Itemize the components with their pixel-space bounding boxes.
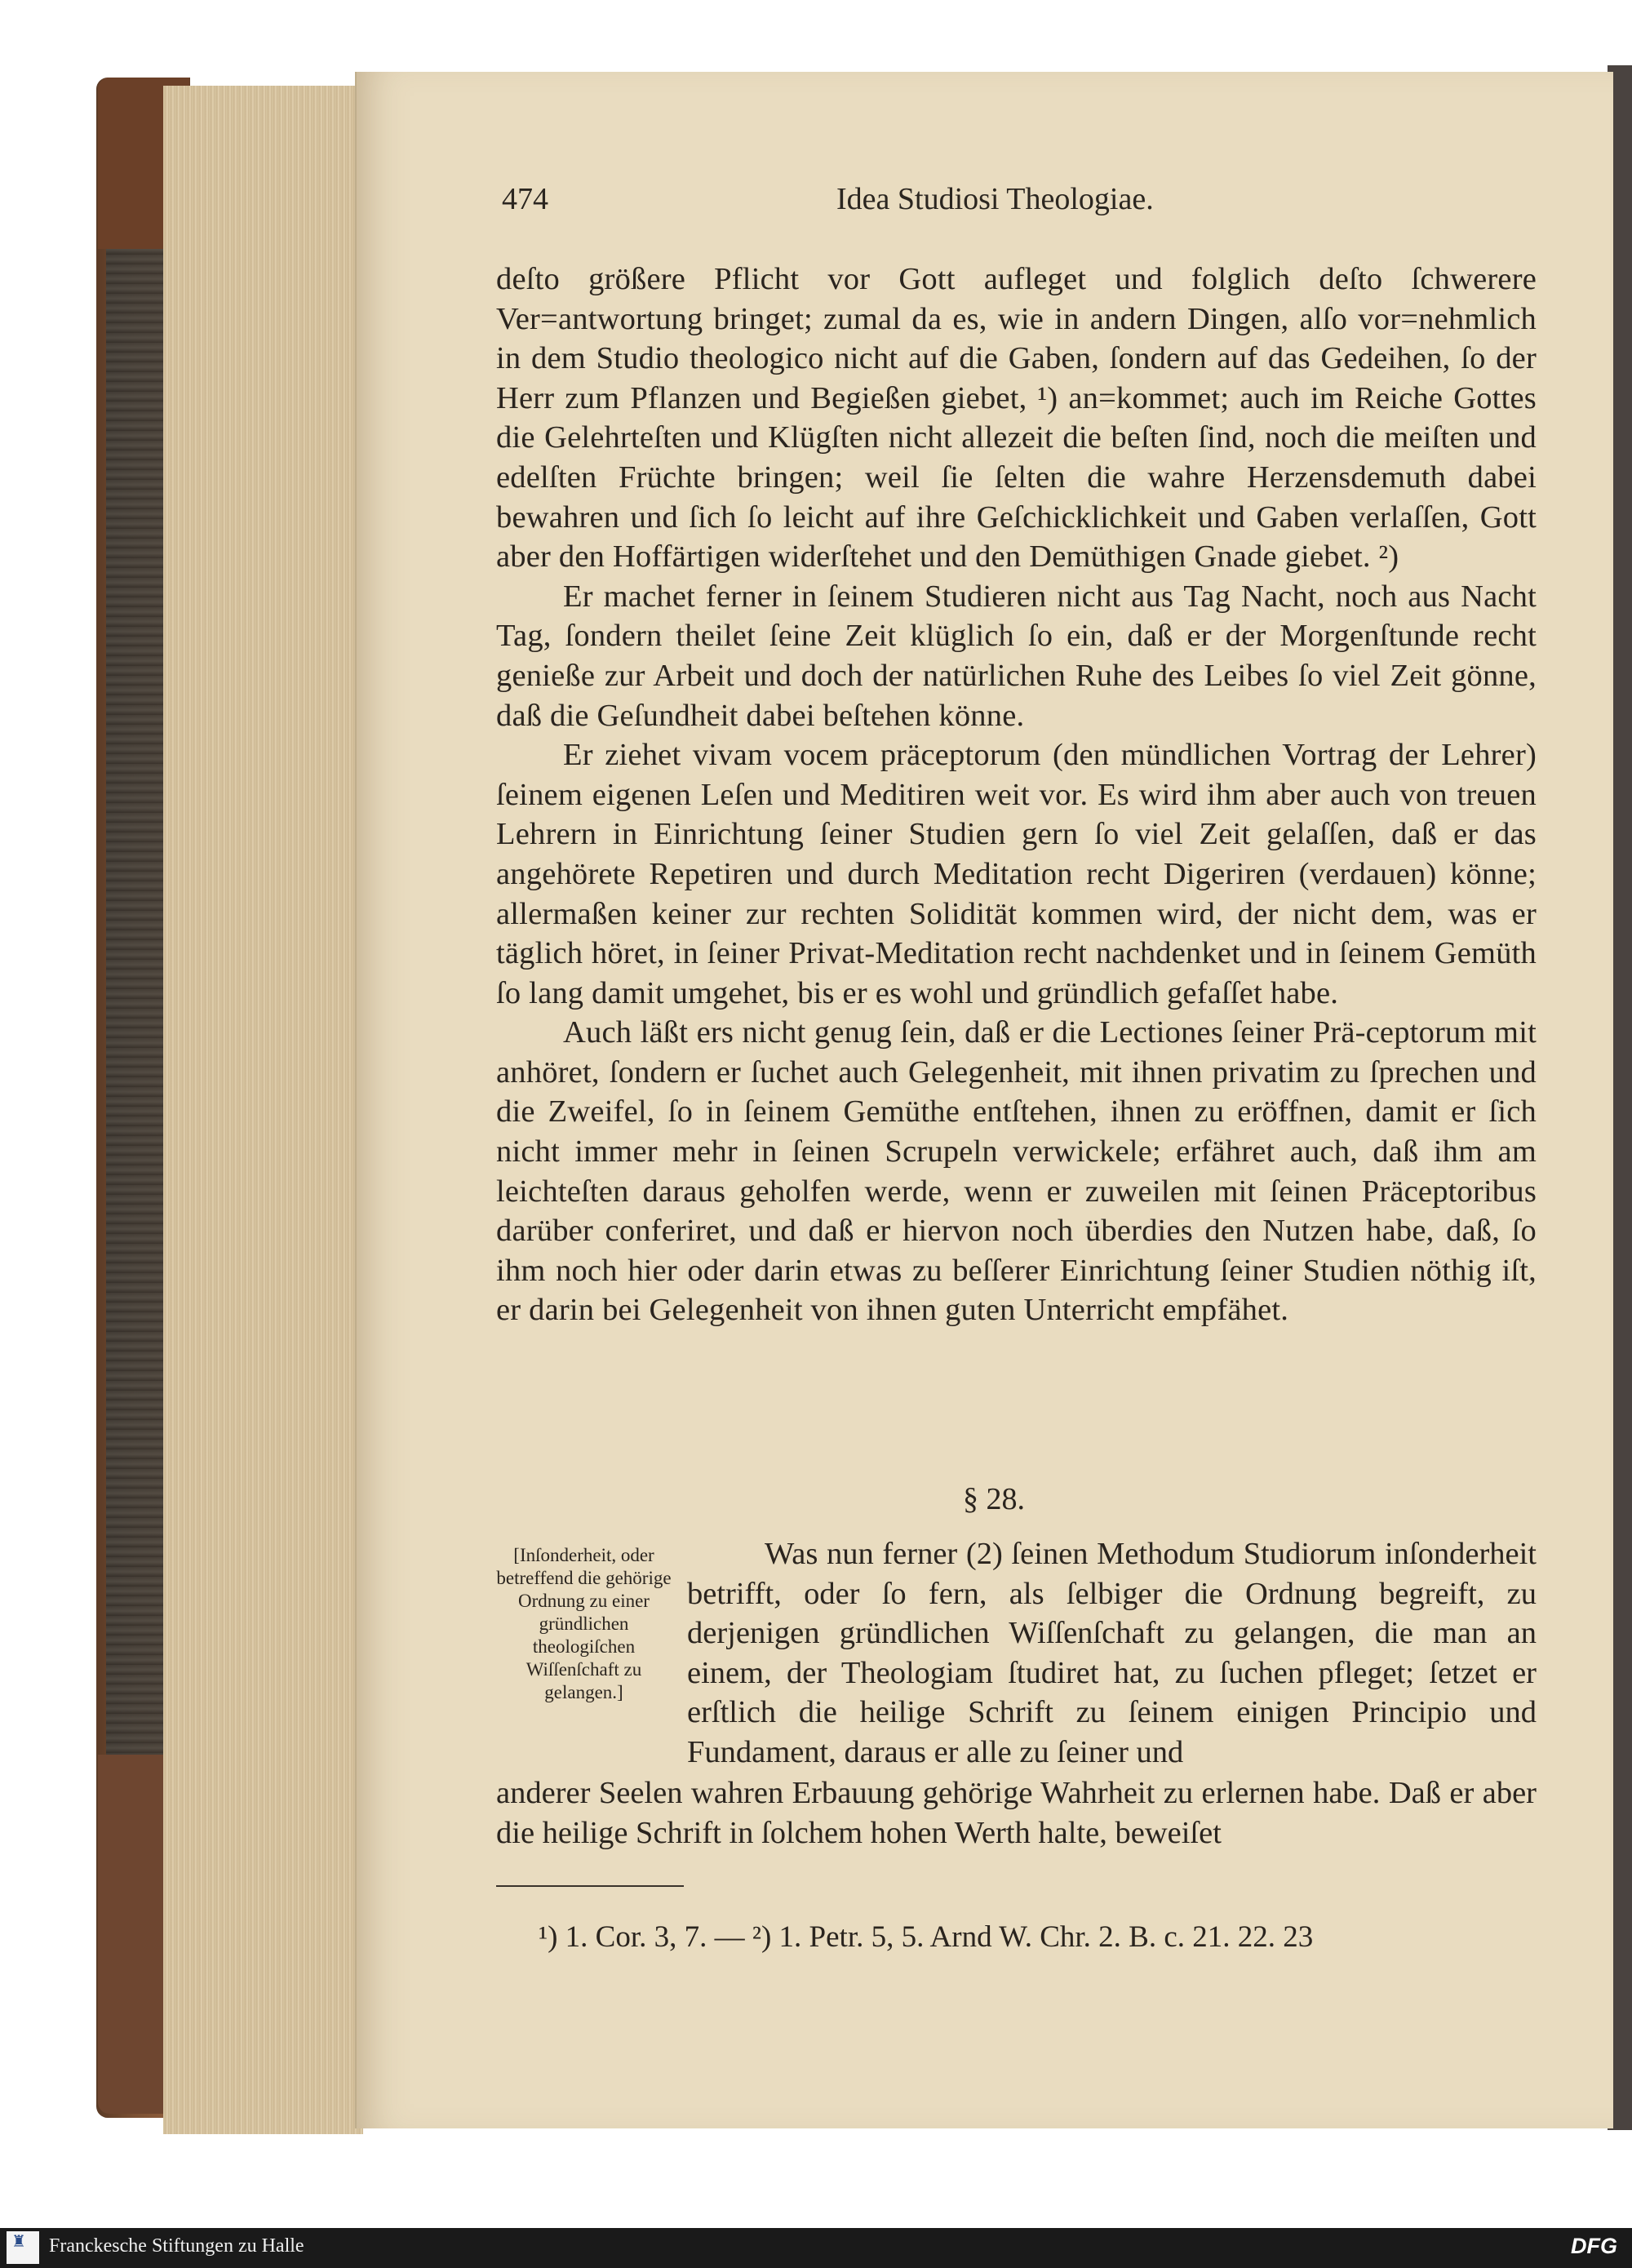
section-paragraph: [687, 1534, 1537, 1773]
running-title: Idea Studiosi Theologiae.: [836, 182, 1154, 216]
page-header: [502, 181, 1538, 230]
section-paragraph-cont: anderer Seelen wahren Erbauung gehörige Wahrheit zu erlernen habe. Daß er aber die heilige Schrift in ſolchem hohen Werth halte, beweiſet: [496, 1776, 1537, 1850]
page-edges: [163, 86, 363, 2134]
section-paragraph-start: Was nun ferner (2) ſeinen Methodum Studiorum inſonderheit betrifft, oder ſo fern, als ſelbiger die Ordnung begreift, zu derjenigen gründlichen Wiſſenſchaft zu gelangen, die man an einem, der Theologiam ſtudiret hat, zu ſuchen pfleget; ſetzet er erſtlich die heilige Schrift zu ſeinem einigen Principio und Fundament, daraus er alle zu ſeiner und: [687, 1537, 1537, 1769]
book-cover-marbling: [106, 245, 163, 1763]
margin-note: [Inſonderheit, oder betreffend die gehörige Ordnung zu einer gründlichen theologiſchen Wiſſenſchaft zu gelangen.]: [496, 1545, 672, 1702]
institution-name: Franckesche Stiftungen zu Halle: [49, 2235, 304, 2257]
paragraph: deſto größere Pflicht vor Gott aufleget und folglich deſto ſchwerere Ver=antwortung bringet; zumal da es, wie in andern Dingen, alſo vor=nehmlich in dem Studio theologico nicht auf die Gaben, ſondern auf das Gedeihen, ſo der Herr zum Pflanzen und Begießen giebet, ¹) an=kommet; auch im Reiche Gottes die Gelehrteſten und Klügſten nicht allezeit die beſten ſind, noch die meiſten und edelſten Früchte bringen; weil ſie ſelten die wahre Herzensdemuth dabei bewahren und ſich ſo leicht auf ihre Geſchicklichkeit und Gaben verlaſſen, Gott aber den Hoffärtigen widerſtehet und den Demüthigen Gnade giebet. ²): [496, 262, 1537, 575]
main-text: [496, 260, 1537, 1330]
footer-bar: [0, 2228, 1632, 2268]
paragraph: Auch läßt ers nicht genug ſein, daß er die Lectiones ſeiner Prä-ceptorum mit anhöret, ſondern er ſuchet auch Gelegenheit, mit ihnen privatim zu ſprechen und die Zweifel, ſo in ſeinem Gemüthe entſtehen, ihnen zu eröffnen, damit er ſich nicht immer mehr in ſeinen Scrupeln verwickele; erfähret auch, daß ihm am leichteſten daraus geholfen werde, wenn er zuweilen mit ſeinen Präceptoribus darüber conferiret, und daß er hiervon noch überdies den Nutzen habe, daß, ſo ihm noch hier oder darin etwas zu beſſerer Einrichtung ſeiner Studien nöthig iſt, er darin bei Gelegenheit von ihnen guten Unterricht empfähet.: [496, 1015, 1537, 1328]
footnotes: ¹) 1. Cor. 3, 7. — ²) 1. Petr. 5, 5. Arnd W. Chr. 2. B. c. 21. 22. 23: [539, 1920, 1314, 1954]
dfg-logo: DFG: [1571, 2234, 1617, 2258]
section-heading: § 28.: [963, 1482, 1025, 1516]
francke-logo-mark-icon: ♜: [11, 2231, 26, 2251]
footnote-rule: [496, 1885, 684, 1887]
paragraph: Er machet ferner in ſeinem Studieren nicht aus Tag Nacht, noch aus Nacht Tag, ſondern theilet ſeine Zeit klüglich ſo ein, daß er der Morgenſtunde recht genieße zur Arbeit und doch der natürlichen Ruhe des Leibes ſo viel Zeit gönne, daß die Geſundheit dabei beſtehen könne.: [496, 579, 1537, 733]
section-paragraph-continued: [496, 1773, 1537, 1853]
page-number: 474: [502, 182, 548, 216]
paragraph: Er ziehet vivam vocem präceptorum (den mündlichen Vortrag der Lehrer) ſeinem eigenen Leſen und Meditiren weit vor. Es wird ihm aber auch von treuen Lehrern in Einrichtung ſeiner Studien gern ſo viel Zeit gelaſſen, daß er das angehörete Repetiren und durch Meditation recht Digeriren (verdauen) könne; allermaßen keiner zur rechten Solidität kommen wird, der nicht dem, was er täglich höret, in ſeiner Privat-Meditation recht nachdenket und in ſeinem Gemüth ſo lang damit umgehet, bis er es wohl und gründlich gefaſſet habe.: [496, 738, 1537, 1010]
